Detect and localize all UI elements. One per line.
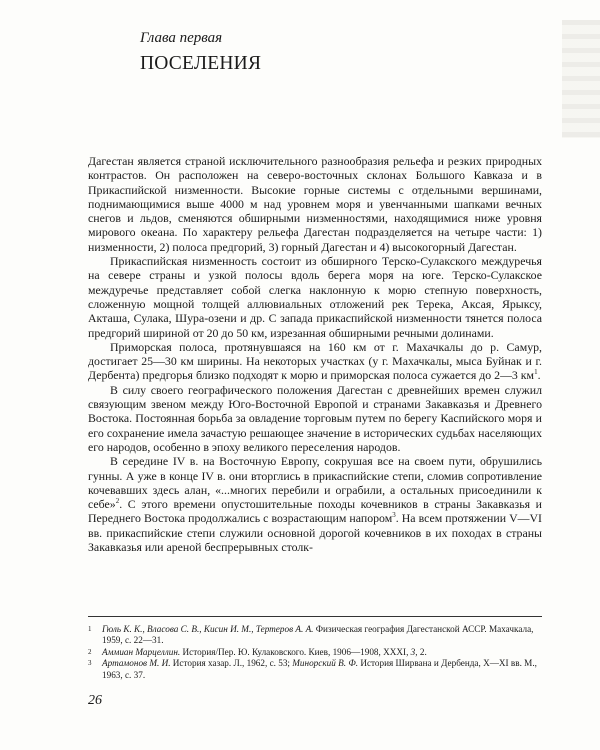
paragraph — [88, 340, 542, 383]
footnote-number: 2 — [88, 647, 92, 656]
text-run: Приморская полоса, протянувшаяся на 160 км от г. Махачкалы до р. Самур, достигает 25—30 км ширины. На некоторых участках (у г. Махачкалы, мыса Буйнак и г. Дербента) предгорья близко подходят к морю и приморская полоса сужается до 2—3 км — [88, 339, 542, 383]
text-run: . С этого времени опустошительные походы кочевников в страны Закавказья и Переднего Востока продолжались с возрастающим напором — [88, 497, 542, 526]
text-run: В силу своего географического положения Дагестан с древнейших времен служил связующим звеном между Юго-Восточной Европой и странами Закавказья и Древнего Востока. Постоянная борьба за овладение торговым путем по берегу Каспийского моря и его сохранение имела зачастую решающее значение в исторических судьбах населяющих его народов, особенно в эпоху великого переселения народов. — [88, 382, 542, 454]
text-run: . На всем протяжении V—VI вв. прикаспийские степи служили основной дорогой кочевников в их походах в страны Закавказья или ареной беспрерывных столк- — [88, 511, 542, 555]
footnote-author: Артамонов М. И. — [102, 658, 171, 669]
footnote-text: История/Пер. Ю. Кулаковского. Киев, 1906—1908, XXXI, — [180, 646, 411, 657]
facing-page-bleed — [562, 20, 600, 138]
footnote — [88, 624, 542, 647]
footnote-ref: 3 — [392, 511, 396, 520]
footnote-author: Гюль К. К., Власова С. В., Кисин И. М., Тертеров А. А. — [102, 624, 314, 634]
paragraph — [88, 254, 542, 340]
text-run: В середине IV в. на Восточную Европу, сокрушая все на своем пути, обрушились гунны. А уже в конце IV в. они вторглись в прикаспийские степи, сломив сопротивление кочевавших здесь алан, «...многих перебили и ограбили, а остальных присоединили к себе» — [88, 454, 542, 512]
footnote-author: Минорский В. Ф. — [292, 658, 359, 669]
footnote-rule — [88, 616, 542, 617]
footnote-number: 3 — [88, 659, 92, 668]
page-number: 26 — [88, 693, 102, 708]
footnote — [88, 658, 542, 681]
body-text — [88, 154, 542, 554]
text-run: . — [537, 368, 541, 383]
text-run: Дагестан является страной исключительного разнообразия рельефа и резких природных контрастов. Он расположен на северо-восточных склонах Большого Кавказа и в Прикаспийской низменности. Высокие горные системы с отдельными вершинами, поднимающимися выше 4000 м над уровнем моря и увенчанными шапками вечных снегов и льдов, сменяются обширными низменностями, находящимися ниже уровня мирового океана. По характеру рельефа Дагестан подразделяется на четыре части: 1) низменности, 2) полоса предгорий, 3) горный Дагестан и 4) высокогорный Дагестан. — [88, 154, 542, 254]
footnote-italic: 3 — [410, 646, 416, 657]
footnote-number: 1 — [88, 625, 92, 633]
paragraph — [88, 383, 542, 454]
footnote-text: Физическая география Дагестанской АССР. Махачкала, 1959, с. 22—31. — [102, 624, 534, 646]
paragraph — [88, 154, 542, 254]
footnote-text: , 2. — [415, 646, 427, 657]
chapter-title: ПОСЕЛЕНИЯ — [140, 53, 262, 74]
chapter-label: Глава первая — [140, 30, 223, 46]
footnote-text: История Ширвана и Дербенда, X—XI вв. М., 1963, с. 37. — [102, 658, 537, 680]
footnote-text: История хазар. Л., 1962, с. 53; — [170, 658, 293, 669]
text-run: Прикаспийская низменность состоит из обширного Терско-Сулакского междуречья на севере страны и узкой полосы вдоль берега моря на юге. Терско-Сулакское междуречье представляет собой слегка наклонную к морю степную поверхность, сложенную мощной толщей аллювиальных отложений рек Терека, Аксая, Ярыксу, Акташа, Сулака, Шура-озени и др. С запада прикаспийской низменности тянется полоса предгорий шириной от 20 до 50 км, изрезанная обширными речными долинами. — [88, 254, 542, 340]
paragraph — [88, 454, 542, 554]
footnotes — [88, 624, 542, 681]
footnote-ref: 2 — [115, 497, 120, 506]
footnote-ref: 1 — [534, 368, 538, 377]
footnote — [88, 647, 542, 658]
footnote-author: Аммиан Марцеллин. — [102, 646, 181, 657]
